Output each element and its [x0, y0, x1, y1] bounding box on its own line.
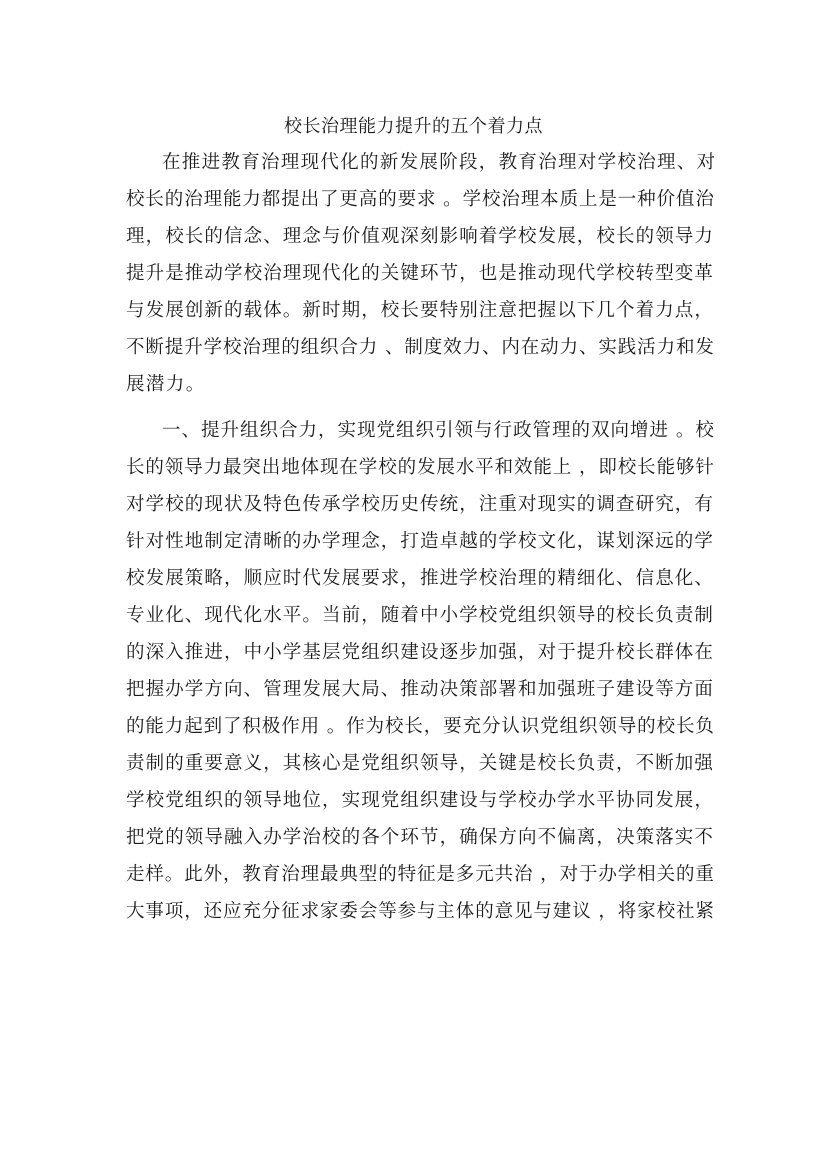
- paragraph-line: 长的领导力最突出地体现在学校的发展水平和效能上 ，即校长能够针: [126, 457, 715, 478]
- paragraph-line: 理，校长的信念、理念与价值观深刻影响着学校发展，校长的领导力: [126, 226, 715, 247]
- paragraph-line: 对学校的现状及特色传承学校历史传统，注重对现实的调查研究，有: [126, 494, 715, 515]
- document-title: 校长治理能力提升的五个着力点: [284, 116, 543, 137]
- paragraph-line: 走样。此外，教育治理最典型的特征是多元共治 ，对于办学相关的重: [126, 864, 715, 885]
- paragraph-line: 不断提升学校治理的组织合力 、制度效力、内在动力、实践活力和发: [126, 337, 715, 358]
- paragraph-line: 校长的治理能力都提出了更高的要求 。学校治理本质上是一种价值治: [126, 189, 715, 210]
- paragraph-line: 把党的领导融入办学治校的各个环节，确保方向不偏离，决策落实不: [126, 827, 715, 848]
- paragraph-line: 责制的重要意义，其核心是党组织领导，关键是校长负责，不断加强: [126, 753, 715, 774]
- paragraph-line: 大事项，还应充分征求家委会等参与主体的意见与建议 ，将家校社紧: [126, 901, 715, 922]
- paragraph-line: 针对性地制定清晰的办学理念，打造卓越的学校文化，谋划深远的学: [126, 531, 715, 552]
- paragraph-line: 校发展策略，顺应时代发展要求，推进学校治理的精细化、信息化、: [126, 568, 715, 589]
- paragraph-line: 学校党组织的领导地位，实现党组织建设与学校办学水平协同发展，: [126, 790, 715, 811]
- paragraph-line: 与发展创新的载体。新时期，校长要特别注意把握以下几个着力点，: [126, 300, 715, 321]
- paragraph-line: 专业化、现代化水平。当前，随着中小学校党组织领导的校长负责制: [126, 605, 715, 626]
- paragraph-line: 展潜力。: [126, 374, 206, 395]
- paragraph-line: 的深入推进，中小学基层党组织建设逐步加强，对于提升校长群体在: [126, 642, 715, 663]
- paragraph-line: 把握办学方向、管理发展大局、推动决策部署和加强班子建设等方面: [126, 679, 715, 700]
- paragraph-line: 的能力起到了积极作用 。作为校长，要充分认识党组织领导的校长负: [126, 716, 715, 737]
- paragraph-line: 一、提升组织合力，实现党组织引领与行政管理的双向增进 。校: [162, 420, 715, 441]
- paragraph-line: 在推进教育治理现代化的新发展阶段，教育治理对学校治理、对: [162, 152, 717, 173]
- paragraph-line: 提升是推动学校治理现代化的关键环节，也是推动现代学校转型变革: [126, 263, 715, 284]
